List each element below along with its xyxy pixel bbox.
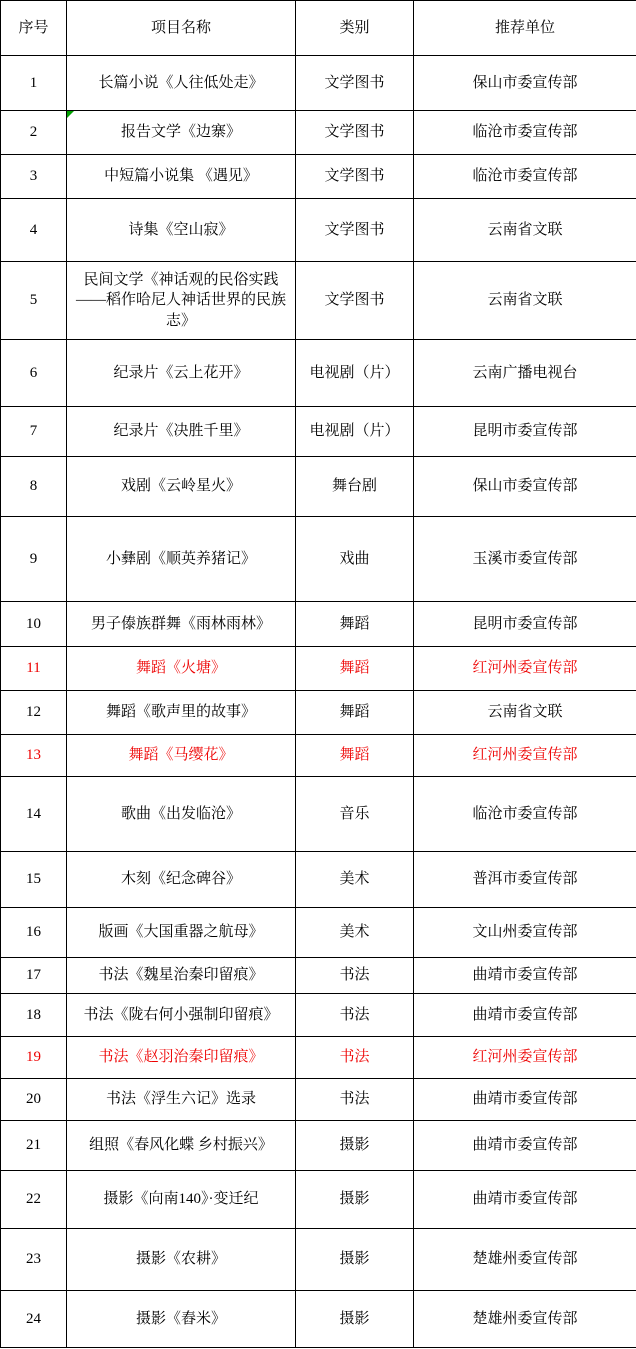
row-number: 16 (1, 908, 67, 958)
project-name: 长篇小说《人往低处走》 (67, 56, 296, 111)
category: 戏曲 (296, 517, 414, 602)
category: 书法 (296, 994, 414, 1037)
table-row (1, 262, 636, 340)
category: 舞蹈 (296, 647, 414, 691)
project-name: 木刻《纪念碑谷》 (67, 852, 296, 908)
project-name: 舞蹈《歌声里的故事》 (67, 691, 296, 735)
row-number: 7 (1, 407, 67, 457)
recommending-unit: 文山州委宣传部 (414, 908, 636, 958)
table-row (1, 647, 636, 691)
category: 电视剧（片） (296, 407, 414, 457)
row-number: 2 (1, 111, 67, 155)
category: 摄影 (296, 1291, 414, 1348)
project-name: 摄影《农耕》 (67, 1229, 296, 1291)
cell-corner-marker-icon (67, 111, 74, 118)
table-row (1, 1229, 636, 1291)
project-name: 诗集《空山寂》 (67, 199, 296, 262)
row-number: 13 (1, 735, 67, 777)
project-name: 书法《魏星治秦印留痕》 (67, 958, 296, 994)
project-name: 版画《大国重器之航母》 (67, 908, 296, 958)
table-row (1, 994, 636, 1037)
recommending-unit: 昆明市委宣传部 (414, 602, 636, 647)
recommending-unit: 云南省文联 (414, 199, 636, 262)
recommending-unit: 云南省文联 (414, 262, 636, 340)
table-row (1, 602, 636, 647)
header-cell-category: 类别 (296, 1, 414, 56)
recommending-unit: 临沧市委宣传部 (414, 111, 636, 155)
recommending-unit: 玉溪市委宣传部 (414, 517, 636, 602)
row-number: 8 (1, 457, 67, 517)
recommending-unit: 保山市委宣传部 (414, 457, 636, 517)
table-row (1, 56, 636, 111)
category: 文学图书 (296, 199, 414, 262)
project-name: 摄影《向南140》·变迁纪 (67, 1171, 296, 1229)
category: 舞蹈 (296, 602, 414, 647)
header-cell-name: 项目名称 (67, 1, 296, 56)
recommending-unit: 普洱市委宣传部 (414, 852, 636, 908)
row-number: 10 (1, 602, 67, 647)
table-row (1, 407, 636, 457)
table-row (1, 852, 636, 908)
table-row (1, 340, 636, 407)
table-header (1, 1, 636, 56)
table-row (1, 691, 636, 735)
project-name: 书法《浮生六记》选录 (67, 1079, 296, 1121)
recommending-unit: 昆明市委宣传部 (414, 407, 636, 457)
row-number: 4 (1, 199, 67, 262)
table-row (1, 199, 636, 262)
project-name: 书法《陇右何小强制印留痕》 (67, 994, 296, 1037)
project-name: 小彝剧《顺英养猪记》 (67, 517, 296, 602)
row-number: 23 (1, 1229, 67, 1291)
project-name: 纪录片《云上花开》 (67, 340, 296, 407)
table-row (1, 1121, 636, 1171)
project-name: 舞蹈《火塘》 (67, 647, 296, 691)
row-number: 9 (1, 517, 67, 602)
category: 音乐 (296, 777, 414, 852)
table-row (1, 908, 636, 958)
header-cell-no: 序号 (1, 1, 67, 56)
category: 摄影 (296, 1121, 414, 1171)
recommending-unit: 红河州委宣传部 (414, 735, 636, 777)
recommending-unit: 楚雄州委宣传部 (414, 1291, 636, 1348)
table-row (1, 517, 636, 602)
category: 舞蹈 (296, 691, 414, 735)
row-number: 22 (1, 1171, 67, 1229)
table-row (1, 111, 636, 155)
header-row (1, 1, 636, 56)
project-name: 摄影《舂米》 (67, 1291, 296, 1348)
table-row (1, 1079, 636, 1121)
row-number: 21 (1, 1121, 67, 1171)
category: 文学图书 (296, 56, 414, 111)
recommending-unit: 临沧市委宣传部 (414, 155, 636, 199)
project-name: 报告文学《边寨》 (67, 111, 296, 155)
row-number: 11 (1, 647, 67, 691)
project-name: 歌曲《出发临沧》 (67, 777, 296, 852)
table-row (1, 155, 636, 199)
category: 文学图书 (296, 262, 414, 340)
table-row (1, 1291, 636, 1348)
row-number: 6 (1, 340, 67, 407)
category: 美术 (296, 908, 414, 958)
row-number: 12 (1, 691, 67, 735)
category: 书法 (296, 1079, 414, 1121)
category: 摄影 (296, 1229, 414, 1291)
row-number: 15 (1, 852, 67, 908)
recommending-unit: 临沧市委宣传部 (414, 777, 636, 852)
recommending-unit: 保山市委宣传部 (414, 56, 636, 111)
category: 电视剧（片） (296, 340, 414, 407)
table-row (1, 958, 636, 994)
project-name: 舞蹈《马缨花》 (67, 735, 296, 777)
row-number: 1 (1, 56, 67, 111)
row-number: 14 (1, 777, 67, 852)
table-row (1, 777, 636, 852)
row-number: 19 (1, 1037, 67, 1079)
recommending-unit: 楚雄州委宣传部 (414, 1229, 636, 1291)
recommending-unit: 曲靖市委宣传部 (414, 1079, 636, 1121)
category: 舞蹈 (296, 735, 414, 777)
recommending-unit: 云南省文联 (414, 691, 636, 735)
table-row (1, 1037, 636, 1079)
table-body (1, 56, 636, 1348)
row-number: 17 (1, 958, 67, 994)
recommending-unit: 曲靖市委宣传部 (414, 958, 636, 994)
category: 摄影 (296, 1171, 414, 1229)
category: 文学图书 (296, 111, 414, 155)
recommending-unit: 红河州委宣传部 (414, 1037, 636, 1079)
project-name: 书法《赵羽治秦印留痕》 (67, 1037, 296, 1079)
category: 文学图书 (296, 155, 414, 199)
category: 舞台剧 (296, 457, 414, 517)
project-name: 男子傣族群舞《雨林雨林》 (67, 602, 296, 647)
header-cell-unit: 推荐单位 (414, 1, 636, 56)
table-row (1, 735, 636, 777)
category: 美术 (296, 852, 414, 908)
recommending-unit: 曲靖市委宣传部 (414, 1121, 636, 1171)
row-number: 24 (1, 1291, 67, 1348)
project-name: 戏剧《云岭星火》 (67, 457, 296, 517)
project-name: 组照《春风化蝶 乡村振兴》 (67, 1121, 296, 1171)
project-name: 纪录片《决胜千里》 (67, 407, 296, 457)
recommending-unit: 曲靖市委宣传部 (414, 1171, 636, 1229)
category: 书法 (296, 958, 414, 994)
table-row (1, 1171, 636, 1229)
row-number: 5 (1, 262, 67, 340)
project-name: 民间文学《神话观的民俗实践——稻作哈尼人神话世界的民族志》 (67, 262, 296, 340)
recommending-unit: 云南广播电视台 (414, 340, 636, 407)
project-name: 中短篇小说集 《遇见》 (67, 155, 296, 199)
row-number: 18 (1, 994, 67, 1037)
row-number: 20 (1, 1079, 67, 1121)
recommending-unit: 曲靖市委宣传部 (414, 994, 636, 1037)
recommending-unit: 红河州委宣传部 (414, 647, 636, 691)
category: 书法 (296, 1037, 414, 1079)
table-row (1, 457, 636, 517)
row-number: 3 (1, 155, 67, 199)
